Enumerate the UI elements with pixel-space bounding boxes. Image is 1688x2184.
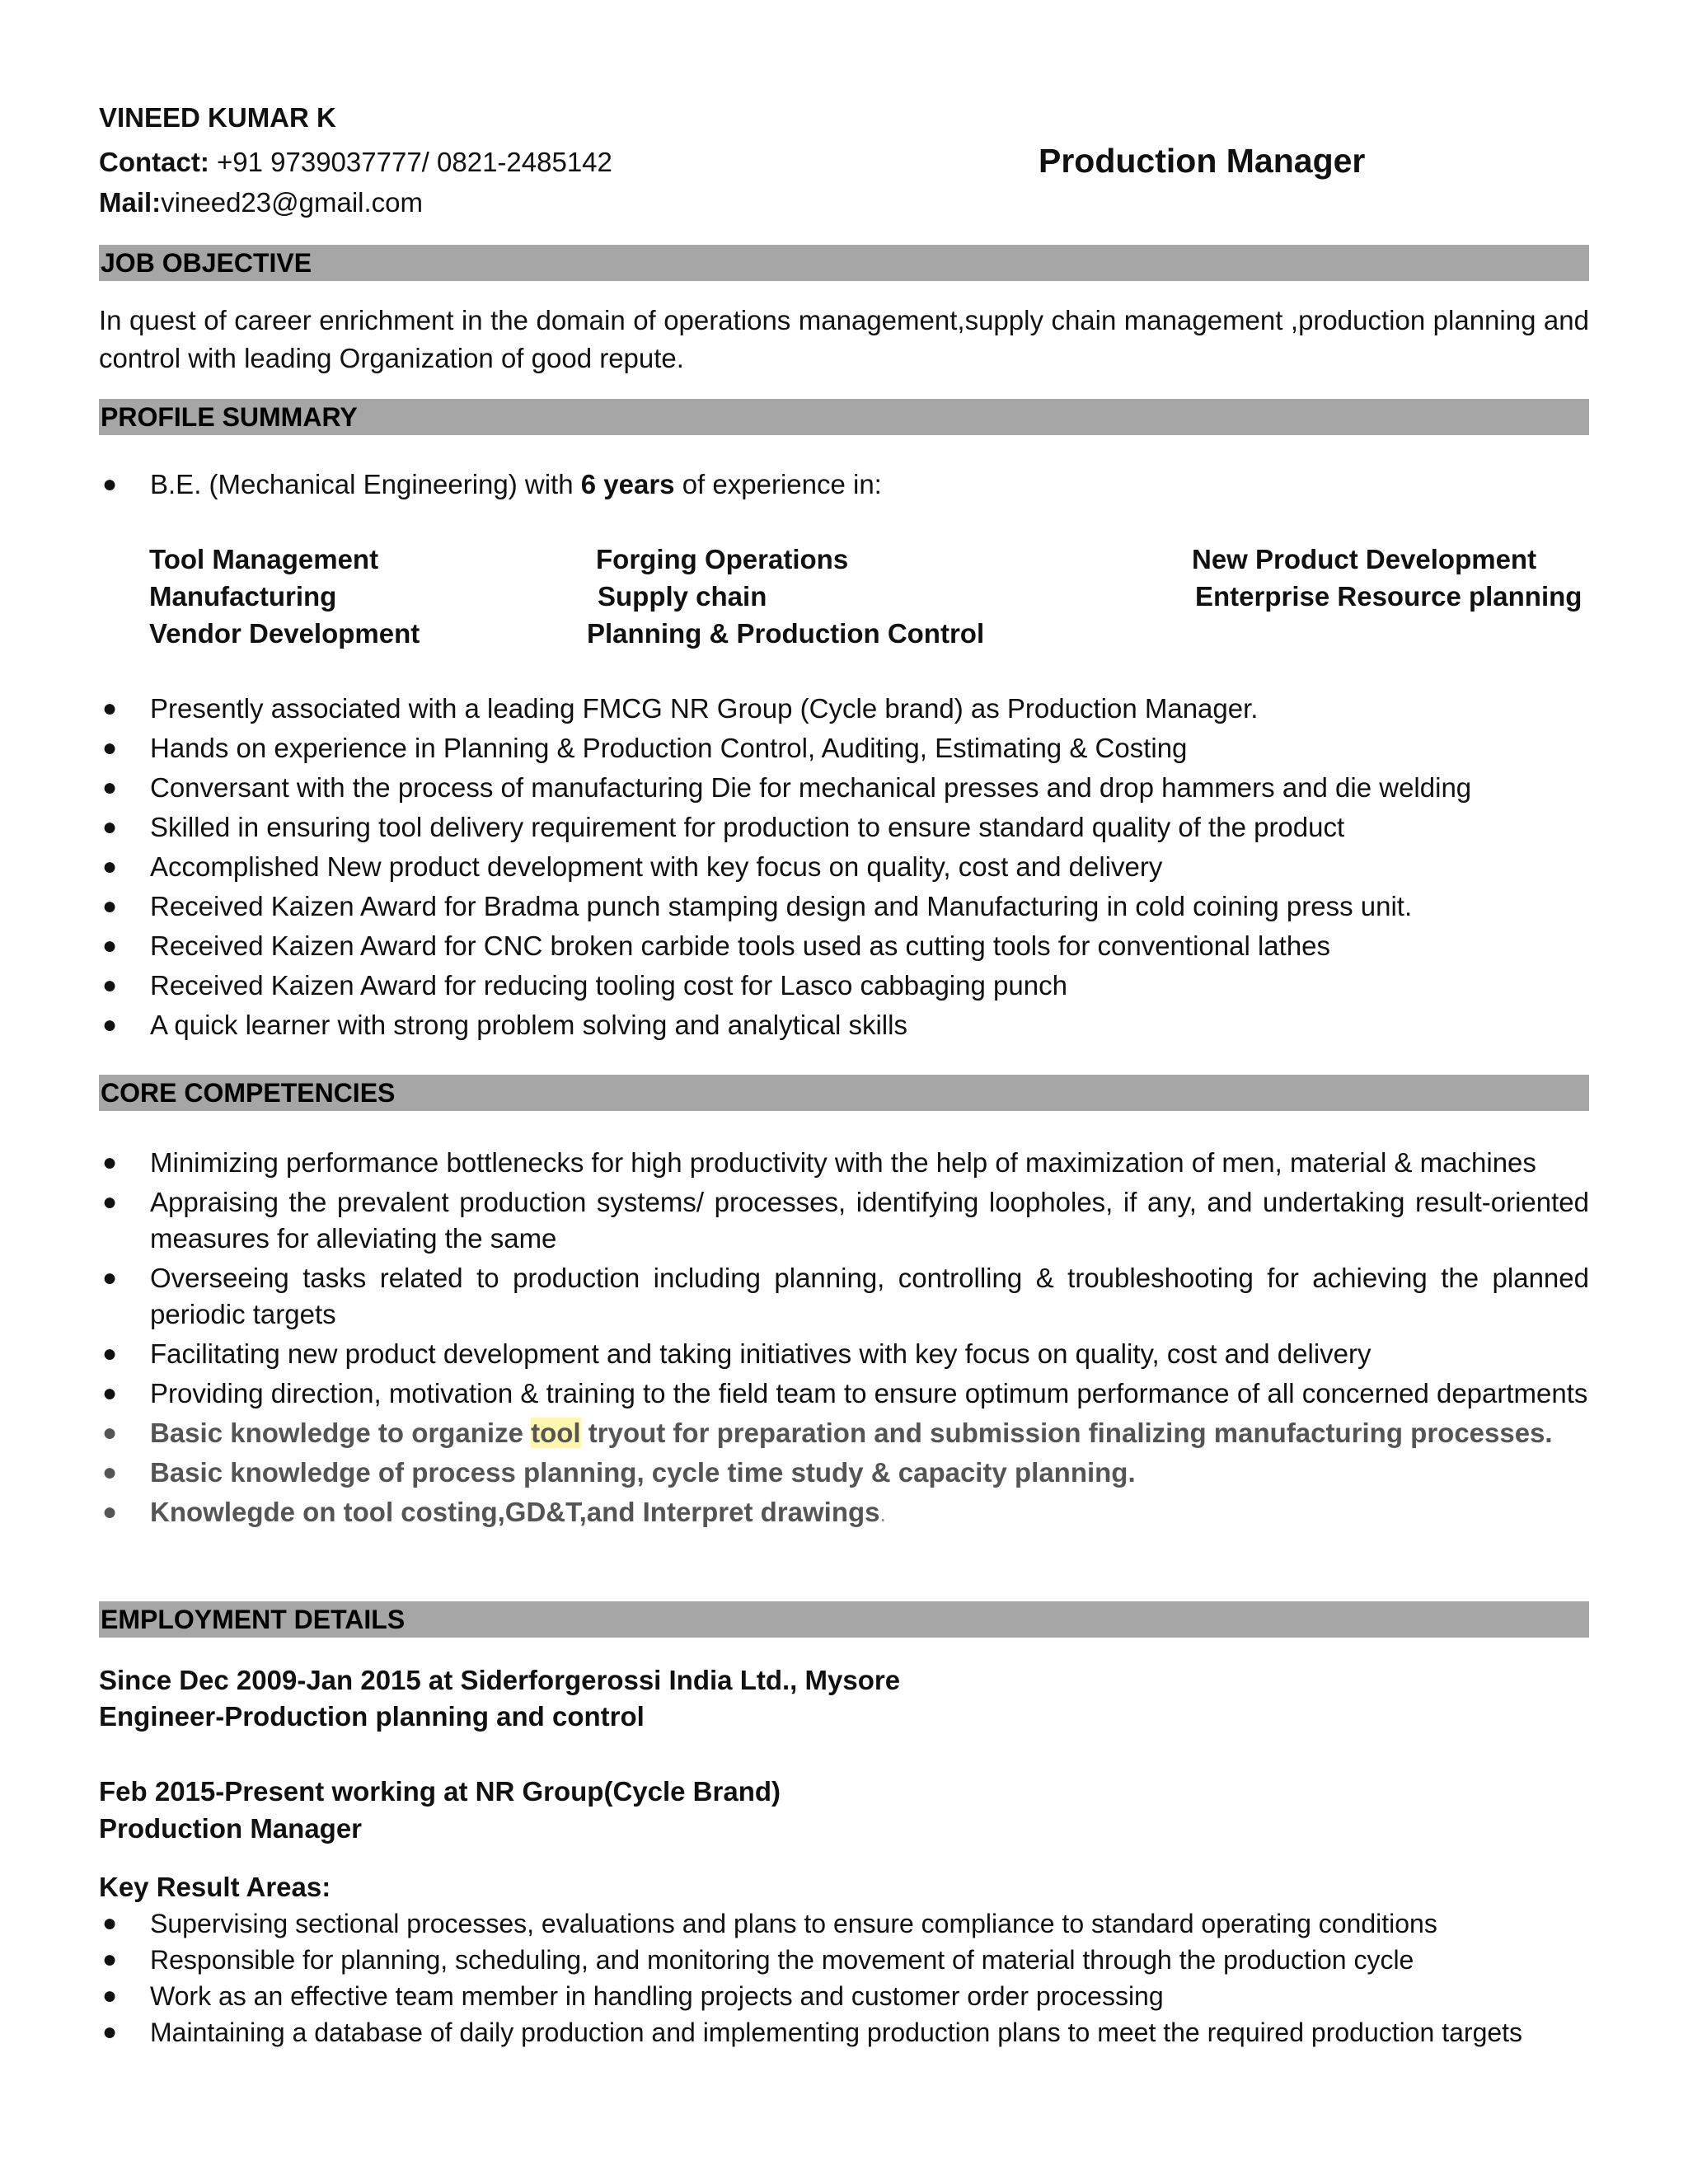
list-item: ● Appraising the prevalent production systems/ processes, identifying loopholes, if any, and undertaking result-oriented measures for alleviating the same [102, 1187, 1589, 1254]
profile-summary-header [99, 399, 1589, 435]
job1-title: Engineer-Production planning and control [99, 1701, 645, 1732]
kra-list [99, 1905, 1589, 2050]
list-item: ● Overseeing tasks related to production including planning, controlling & troubleshooting for achieving the planned periodic targets [102, 1263, 1589, 1329]
competency-item: Tool Management [149, 544, 379, 574]
list-item: ● Providing direction, motivation & training to the field team to ensure optimum performance of all concerned departments [102, 1378, 1588, 1408]
list-item: ● Maintaining a database of daily production and implementing production plans to meet the required production targets [102, 2018, 1523, 2047]
job2-title: Production Manager [99, 1813, 363, 1844]
list-item: ● Accomplished New product development with key focus on quality, cost and delivery [102, 851, 1163, 882]
highlighted-word: tool [531, 1418, 581, 1448]
list-item: ● Responsible for planning, scheduling, and monitoring the movement of material through the production cycle [102, 1945, 1414, 1975]
list-item: ● B.E. (Mechanical Engineering) with 6 years of experience in: [102, 469, 882, 499]
competency-item: New Product Development [1192, 544, 1537, 574]
job1-period: Since Dec 2009-Jan 2015 at Siderforgerossi India Ltd., Mysore [99, 1665, 901, 1695]
competency-item: Planning & Production Control [587, 618, 985, 649]
profile-summary-list [99, 689, 1589, 1045]
profile-intro-list [99, 465, 1589, 504]
job-objective-text: In quest of career enrichment in the domain of operations management,supply chain management ,production planning and control with leading Organization of good repute. [99, 305, 1589, 373]
list-item: ● Hands on experience in Planning & Production Control, Auditing, Estimating & Costing [102, 733, 1188, 763]
list-item: ● Basic knowledge to organize tool tryout for preparation and submission finalizing manufacturing processes. [102, 1418, 1553, 1448]
list-item: ● Skilled in ensuring tool delivery requirement for production to ensure standard quality of the product [102, 812, 1345, 842]
list-item: ● Conversant with the process of manufacturing Die for mechanical presses and drop hammers and die welding [102, 772, 1472, 803]
list-item: ● A quick learner with strong problem solving and analytical skills [102, 1010, 907, 1040]
intro-tail: of experience in: [674, 469, 882, 499]
kra-title: Key Result Areas: [99, 1872, 331, 1902]
competency-item: Enterprise Resource planning [1195, 581, 1582, 612]
job-objective-title: JOB OBJECTIVE [101, 248, 312, 278]
competency-item: Vendor Development [149, 618, 420, 649]
competency-item: Supply chain [598, 581, 767, 612]
list-item: ● Presently associated with a leading FMCG NR Group (Cycle brand) as Production Manager. [102, 693, 1259, 724]
list-item: ● Work as an effective team member in handling projects and customer order processing [102, 1981, 1164, 2011]
profile-summary-title: PROFILE SUMMARY [101, 402, 358, 432]
list-item: ● Received Kaizen Award for CNC broken carbide tools used as cutting tools for conventional lathes [102, 930, 1331, 961]
list-item: ● Received Kaizen Award for reducing tooling cost for Lasco cabbaging punch [102, 970, 1067, 1001]
mail-value: vineed23@gmail.com [161, 187, 423, 218]
list-item: ● Received Kaizen Award for Bradma punch stamping design and Manufacturing in cold coining press unit. [102, 891, 1413, 921]
candidate-name: VINEED KUMAR K [99, 102, 336, 133]
list-item: ● Minimizing performance bottlenecks for high productivity with the help of maximization of men, material & machines [102, 1147, 1536, 1178]
competency-item: Forging Operations [596, 544, 849, 574]
mail-line [99, 186, 423, 219]
list-item: ● Supervising sectional processes, evaluations and plans to ensure compliance to standard operating conditions [102, 1909, 1437, 1938]
list-item: ● Knowlegde on tool costing,GD&T,and Interpret drawings. [102, 1497, 886, 1527]
contact-value: +91 9739037777/ 0821-2485142 [209, 147, 612, 177]
competency-col-1 [149, 541, 420, 652]
intro-years: 6 years [580, 469, 675, 499]
list-item: ● Basic knowledge of process planning, cycle time study & capacity planning. [102, 1457, 1136, 1488]
employment-details-header [99, 1601, 1589, 1638]
mail-label: Mail: [99, 187, 162, 218]
core-competencies-list [99, 1145, 1589, 1532]
job2-period: Feb 2015-Present working at NR Group(Cycle Brand) [99, 1776, 781, 1807]
intro-text: B.E. (Mechanical Engineering) with [150, 469, 581, 499]
job-objective-header [99, 245, 1589, 281]
competency-col-3 [1192, 541, 1582, 615]
employment-details-title: EMPLOYMENT DETAILS [101, 1605, 406, 1634]
core-competencies-header [99, 1075, 1589, 1111]
competency-item: Manufacturing [149, 581, 337, 612]
contact-label: Contact: [99, 147, 209, 177]
target-role-title: Production Manager [1039, 142, 1366, 180]
competency-col-2 [587, 541, 984, 652]
core-competencies-title: CORE COMPETENCIES [101, 1078, 396, 1108]
list-item: ● Facilitating new product development and taking initiatives with key focus on quality, cost and delivery [102, 1338, 1372, 1369]
contact-line [99, 146, 612, 179]
